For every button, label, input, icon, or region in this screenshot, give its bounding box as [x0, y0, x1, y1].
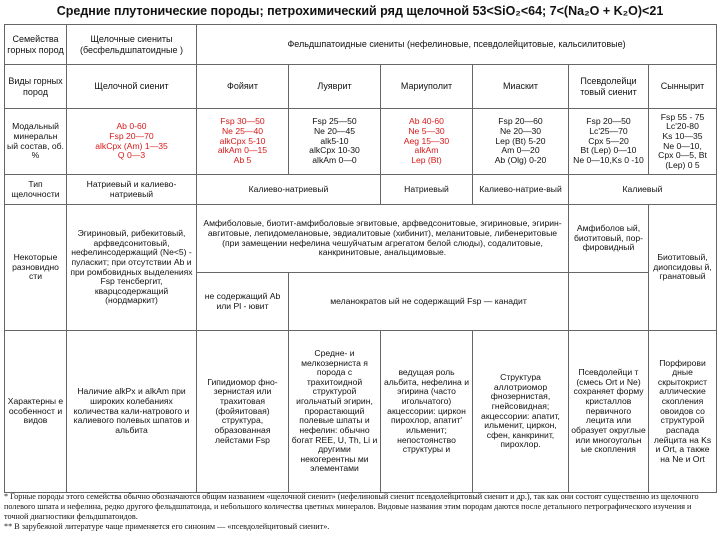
composition-alkali-syenite: Ab 0-60 Fsp 20—70 alkCpx (Am) 1—35 Q 0—3 [67, 109, 197, 175]
alkalinity-col4: Натриевый [381, 175, 473, 205]
row-label-varieties: Некоторые разновидно сти [5, 205, 67, 331]
features-miaskite: Структура аллотриомор фнозернистая, гнейсовидная; акцессории: апатит, ильменит, циркон, сфен, канкринит, пирохлор. [473, 331, 569, 493]
features-alkali-syenite: Наличие alkPx и alkAm при широких колебаниях количества кали-натрового и калиевого полевых шпатов и альбита [67, 331, 197, 493]
row-label-species: Виды горных пород [5, 65, 67, 109]
varieties-feldspathoid: Амфиболовые, биотит-амфиболовые эгвитовые, арфведсонитовые, эгириновые, эгирин-авгитовые, лепидомелановые, эвдиалитовые (хибинит), меланитовые, либенеритовые (при замещении нефелина чешуйчатым агрегатом белой слюды), содалитовые, канкринитовые, анальцимовые. [197, 205, 569, 273]
row-label-modal-composition: Модальный минеральн ый состав, об. % [5, 109, 67, 175]
varieties-alkali-syenite: Эгириновый, рибекитовый, арфведсонитовый, нефелинсодержащий (Ne<5) - пуласкит; при отсутствии Ab и при ромбовидных выделениях Fsp тенсбергит, кварцсодержащий (нордмаркит) [67, 205, 197, 331]
composition-miaskite: Fsp 20—60 Ne 20—30 Lep (Bt) 5-20 Am 0—20 Ab (Olg) 0-20 [473, 109, 569, 175]
features-foyaite: Гипидиомор фно-зернистая или трахитовая (фойяитовая) структура, образованная лейстами Fsp [197, 331, 289, 493]
composition-pseudoleucite-syenite: Fsp 20—50 Lc'25—70 Cpx 5—20 Bt (Lep) 0—10 Ne 0—10,Ks 0 -10 [569, 109, 649, 175]
footnote-2: ** В зарубежной литературе чаще применяется его синоним — «псевдолейцитовый сиенит». [4, 521, 330, 531]
varieties-synnyrite: Биотитовый, диопсидовы й, гранатовый [649, 205, 717, 331]
family-feldspathoid-syenites: Фельдшпатоидные сиениты (нефелиновые, псевдолейцитовые, кальсилитовые) [197, 25, 717, 65]
species-pseudoleucite-syenite: Псевдолейци товый сиенит [569, 65, 649, 109]
composition-lujavrite: Fsp 25—50 Ne 20—45 alk5-10 alkCpx 10-30 alkAm 0—0 [289, 109, 381, 175]
alkalinity-col67: Калиевый [569, 175, 717, 205]
species-synnyrite: Сыннырит [649, 65, 717, 109]
features-mariupolite: ведущая роль альбита, нефелина и эгирина (часто игольчатого) акцессории: циркон пирохлор, апатит' ильменит; непостоянство структуры и [381, 331, 473, 493]
alkalinity-col23: Калиево-натриевый [197, 175, 381, 205]
species-lujavrite: Луяврит [289, 65, 381, 109]
row-label-features: Характерны е особенност и видов [5, 331, 67, 493]
features-pseudoleucite-syenite: Псевдолейци т (смесь Ort и Ne) сохраняет форму кристаллов первичного лецита или образует округлые или многоугольн ые скопления [569, 331, 649, 493]
family-alkali-syenites: Щелочные сиениты (бесфельдшпатоидные ) [67, 25, 197, 65]
alkalinity-col1: Натриевый и калиево-натриевый [67, 175, 197, 205]
varieties-empty [569, 273, 649, 331]
row-label-alkalinity: Тип щелочности [5, 175, 67, 205]
varieties-pseudoleucite: Амфиболов ый, биотитовый, пор-фировидный [569, 205, 649, 273]
composition-foyaite: Fsp 30—50 Ne 25—40 alkCpx 5-10 alkAm 0—15 Ab 5 [197, 109, 289, 175]
species-alkali-syenite: Щелочной сиенит [67, 65, 197, 109]
rock-table [4, 24, 716, 492]
species-mariupolite: Мариуполит [381, 65, 473, 109]
page-title: Средние плутонические породы; петрохимический ряд щелочной 53<SiO₂<64; 7<(Na₂O + K₂O)<21 [56, 4, 664, 18]
footnotes [4, 492, 716, 531]
varieties-canadite: меланократов ый не содержащий Fsp — канадит [289, 273, 569, 331]
features-lujavrite: Средне- и мелкозерниста я порода с трахитоидной структурой игольчатый эгирин, прорастающий полевые шпаты и нефелин: обычно богат REE, U, Th, Li и другими некогерентны ми элементами [289, 331, 381, 493]
features-synnyrite: Порфирови дные скрытокрист аллические скопления овоидов со структурой распада лейцита на Ks и Ort, а также на Ne и Ort [649, 331, 717, 493]
composition-mariupolite: Ab 40-60 Ne 5—30 Aeg 15—30 alkAm Lep (Bt) [381, 109, 473, 175]
footnote-1: * Горные породы этого семейства обычно обозначаются общим названием «щелочной сиенит» (нефелиновый сиенит псевдолейцитовый сиенит и др.), так как они состоят существенно из щелочного полевого шпата и нефелина, редко другого фельдшпатоида, и небольшого количества цветных минералов. Видовые названия этим породам даются после детального петрографического изучения и точной диагностики фельдшпатоидов. [4, 492, 699, 521]
species-miaskite: Миаскит [473, 65, 569, 109]
row-label-families: Семейства горных пород [5, 25, 67, 65]
species-foyaite: Фойяит [197, 65, 289, 109]
varieties-juvite: не содержащий Ab или Pl - ювит [197, 273, 289, 331]
alkalinity-col5: Калиево-натрие-вый [473, 175, 569, 205]
composition-synnyrite: Fsp 55 - 75 Lc'20-80 Ks 10—35 Ne 0—10, Cpx 0—5, Bt (Lep) 0 5 [649, 109, 717, 175]
